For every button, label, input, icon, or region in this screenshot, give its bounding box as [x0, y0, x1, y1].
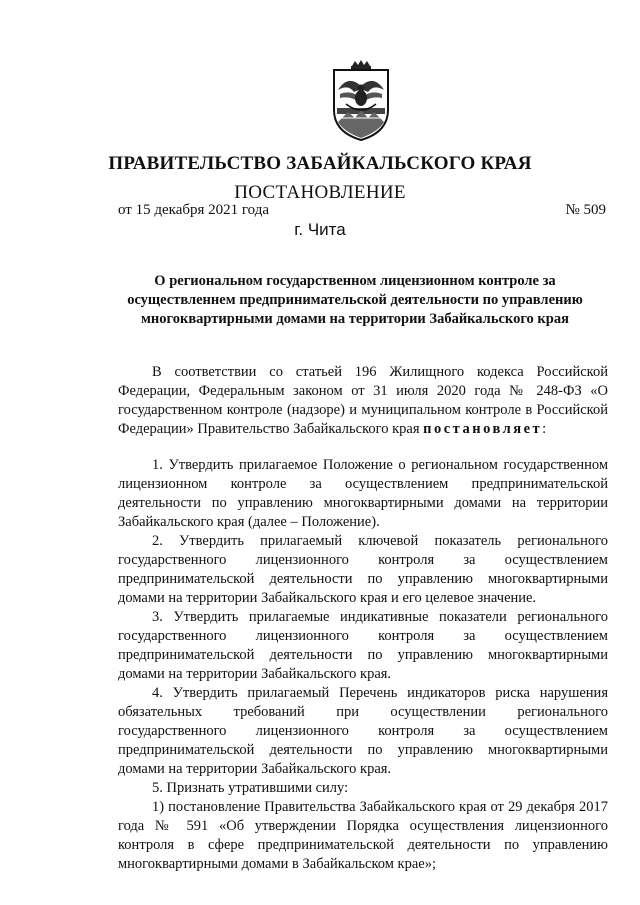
document-city: г. Чита — [294, 220, 346, 239]
document-title: О региональном государственном лицензионном контроле за осуществленнем предпринимательской деятельности по управлению многоквартирными домами на территории Забайкальского края — [127, 273, 583, 327]
preamble-text: В соответствии со статьей 196 Жилищного кодекса Российской Федерации, Федеральным законом от 31 июля 2020 года № 248-ФЗ «О государственном контроле (надзоре) и муниципальном контроле в Российской Федерации» Правительство Забайкальского края постановляет: — [118, 364, 608, 437]
government-name: ПРАВИТЕЛЬСТВО ЗАБАЙКАЛЬСКОГО КРАЯ — [108, 153, 532, 174]
resolution-subitem-1: 1) постановление Правительства Забайкальского края от 29 декабря 2017 года № 591 «Об утверждении Порядка осуществления лицензионного контроля в сфере предпринимательской деятельности по управлению многоквартирными домами в Забайкальском крае»; — [118, 799, 608, 872]
resolution-item-5: 5. Признать утратившими силу: — [152, 780, 349, 796]
document-number: № 509 — [565, 202, 606, 218]
resolution-item-1: 1. Утвердить прилагаемое Положение о региональном государственном лицензионном контроле за осуществлением предпринимательской деятельности по управлению многоквартирными домами на территории Забайкальского края (далее – Положение). — [118, 457, 608, 530]
preamble-paragraph — [118, 363, 608, 439]
resolves-colon: : — [542, 421, 547, 437]
resolution-item-4: 4. Утвердить прилагаемый Перечень индикаторов риска нарушения обязательных требований при осуществлении регионального государственного лицензионного контроля за осуществлением предпринимательской деятельности по управлению многоквартирными домами на территории Забайкальского края. — [118, 685, 608, 777]
document-date: от 15 декабря 2021 года — [118, 202, 270, 218]
resolution-item-3: 3. Утвердить прилагаемые индикативные показатели регионального государственного лицензионного контроля за осуществлением предпринимательской деятельности по управлению многоквартирными домами на территории Забайкальского края. — [118, 609, 608, 682]
document-type: ПОСТАНОВЛЕНИЕ — [234, 182, 406, 203]
resolution-item-2: 2. Утвердить прилагаемый ключевой показатель регионального государственного лицензионного контроля за осуществлением предпринимательской деятельности по управлению многоквартирными домами на территории Забайкальского края и его целевое значение. — [118, 533, 608, 606]
resolves-word: постановляет — [423, 421, 543, 437]
resolution-items — [118, 456, 608, 874]
zabaikalsky-krai-coat-of-arms-icon — [328, 60, 394, 142]
